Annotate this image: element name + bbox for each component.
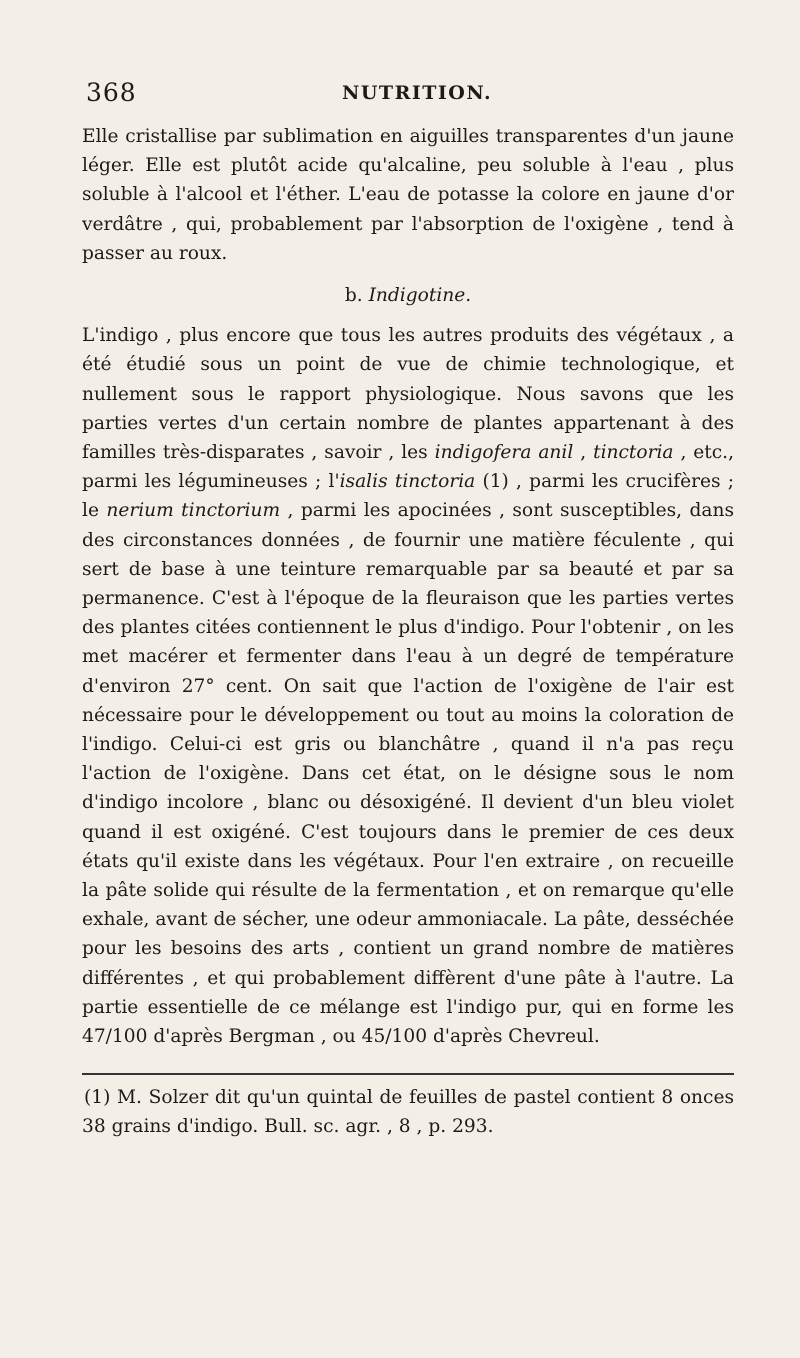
page-body [82,122,734,1141]
footnote: (1) M. Solzer dit qu'un quintal de feuilles de pastel contient 8 onces 38 grains d'indigo. Bull. sc. agr. , 8 , p. 293. [82,1087,734,1138]
species-name: tinctoria [593,442,674,464]
species-name: nerium tinctorium [106,500,281,522]
species-name: isalis tinctoria [339,471,476,493]
paragraph-2 [82,321,734,1051]
subheading-prefix: b. [344,285,363,307]
section-subheading [82,281,734,310]
footnote-separator [82,1073,734,1075]
subheading-title: Indigotine. [368,285,472,307]
text-run: (1) , parmi les crucifères ; le [82,471,734,522]
page-number: 368 [86,78,137,107]
text-run: , etc., parmi les légumineuses ; l' [82,442,735,493]
page-header [86,78,726,118]
species-name: indigofera anil [434,442,574,464]
paragraph-1: Elle cristallise par sublimation en aiguilles transparentes d'un jaune léger. Elle est plutôt acide qu'alcaline, peu soluble à l'eau , plus soluble à l'alcool et l'éther. L'eau de potasse la colore en jaune d'or verdâtre , qui, probablement par l'absorption de l'oxigène , tend à passer au roux. [82,126,734,264]
text-run: , [573,442,594,464]
text-run: , parmi les apocinées , sont susceptibles, dans des circonstances données , de fournir une matière féculente , qui sert de base à une teinture remarquable par sa beauté et par sa permanence. C'est à l'époque de la fleuraison que les parties vertes des plantes citées contiennent le plus d'indigo. Pour l'obtenir , on les met macérer et fermenter dans l'eau à un degré de température d'environ 27° cent. On sait que l'action de l'oxigène de l'air est nécessaire pour le développement ou tout au moins la coloration de l'indigo. Celui-ci est gris ou blanchâtre , quand il n'a pas reçu l'action de l'oxigène. Dans cet état, on le désigne sous le nom d'indigo incolore , blanc ou désoxigéné. Il devient d'un bleu violet quand il est oxigéné. C'est toujours dans le premier de ces deux états qu'il existe dans les végétaux. Pour l'en extraire , on recueille la pâte solide qui résulte de la fermentation , et on remarque qu'elle exhale, avant de sécher, une odeur ammoniacale. La pâte, desséchée pour les besoins des arts , contient un grand nombre de matières différentes , et qui probablement diffèrent d'une pâte à l'autre. La partie essentielle de ce mélange est l'indigo pur, qui en forme les 47/100 d'après Bergman , ou 45/100 d'après Chevreul. [82,500,734,1048]
text-run: L'indigo , plus encore que tous les autres produits des végétaux , a été étudié sous un point de vue de chimie technologique, et nullement sous le rapport physiologique. Nous savons que les parties vertes d'un certain nombre de plantes appartenant à des familles très-disparates , savoir , les [82,325,734,464]
running-title: NUTRITION. [342,82,493,104]
